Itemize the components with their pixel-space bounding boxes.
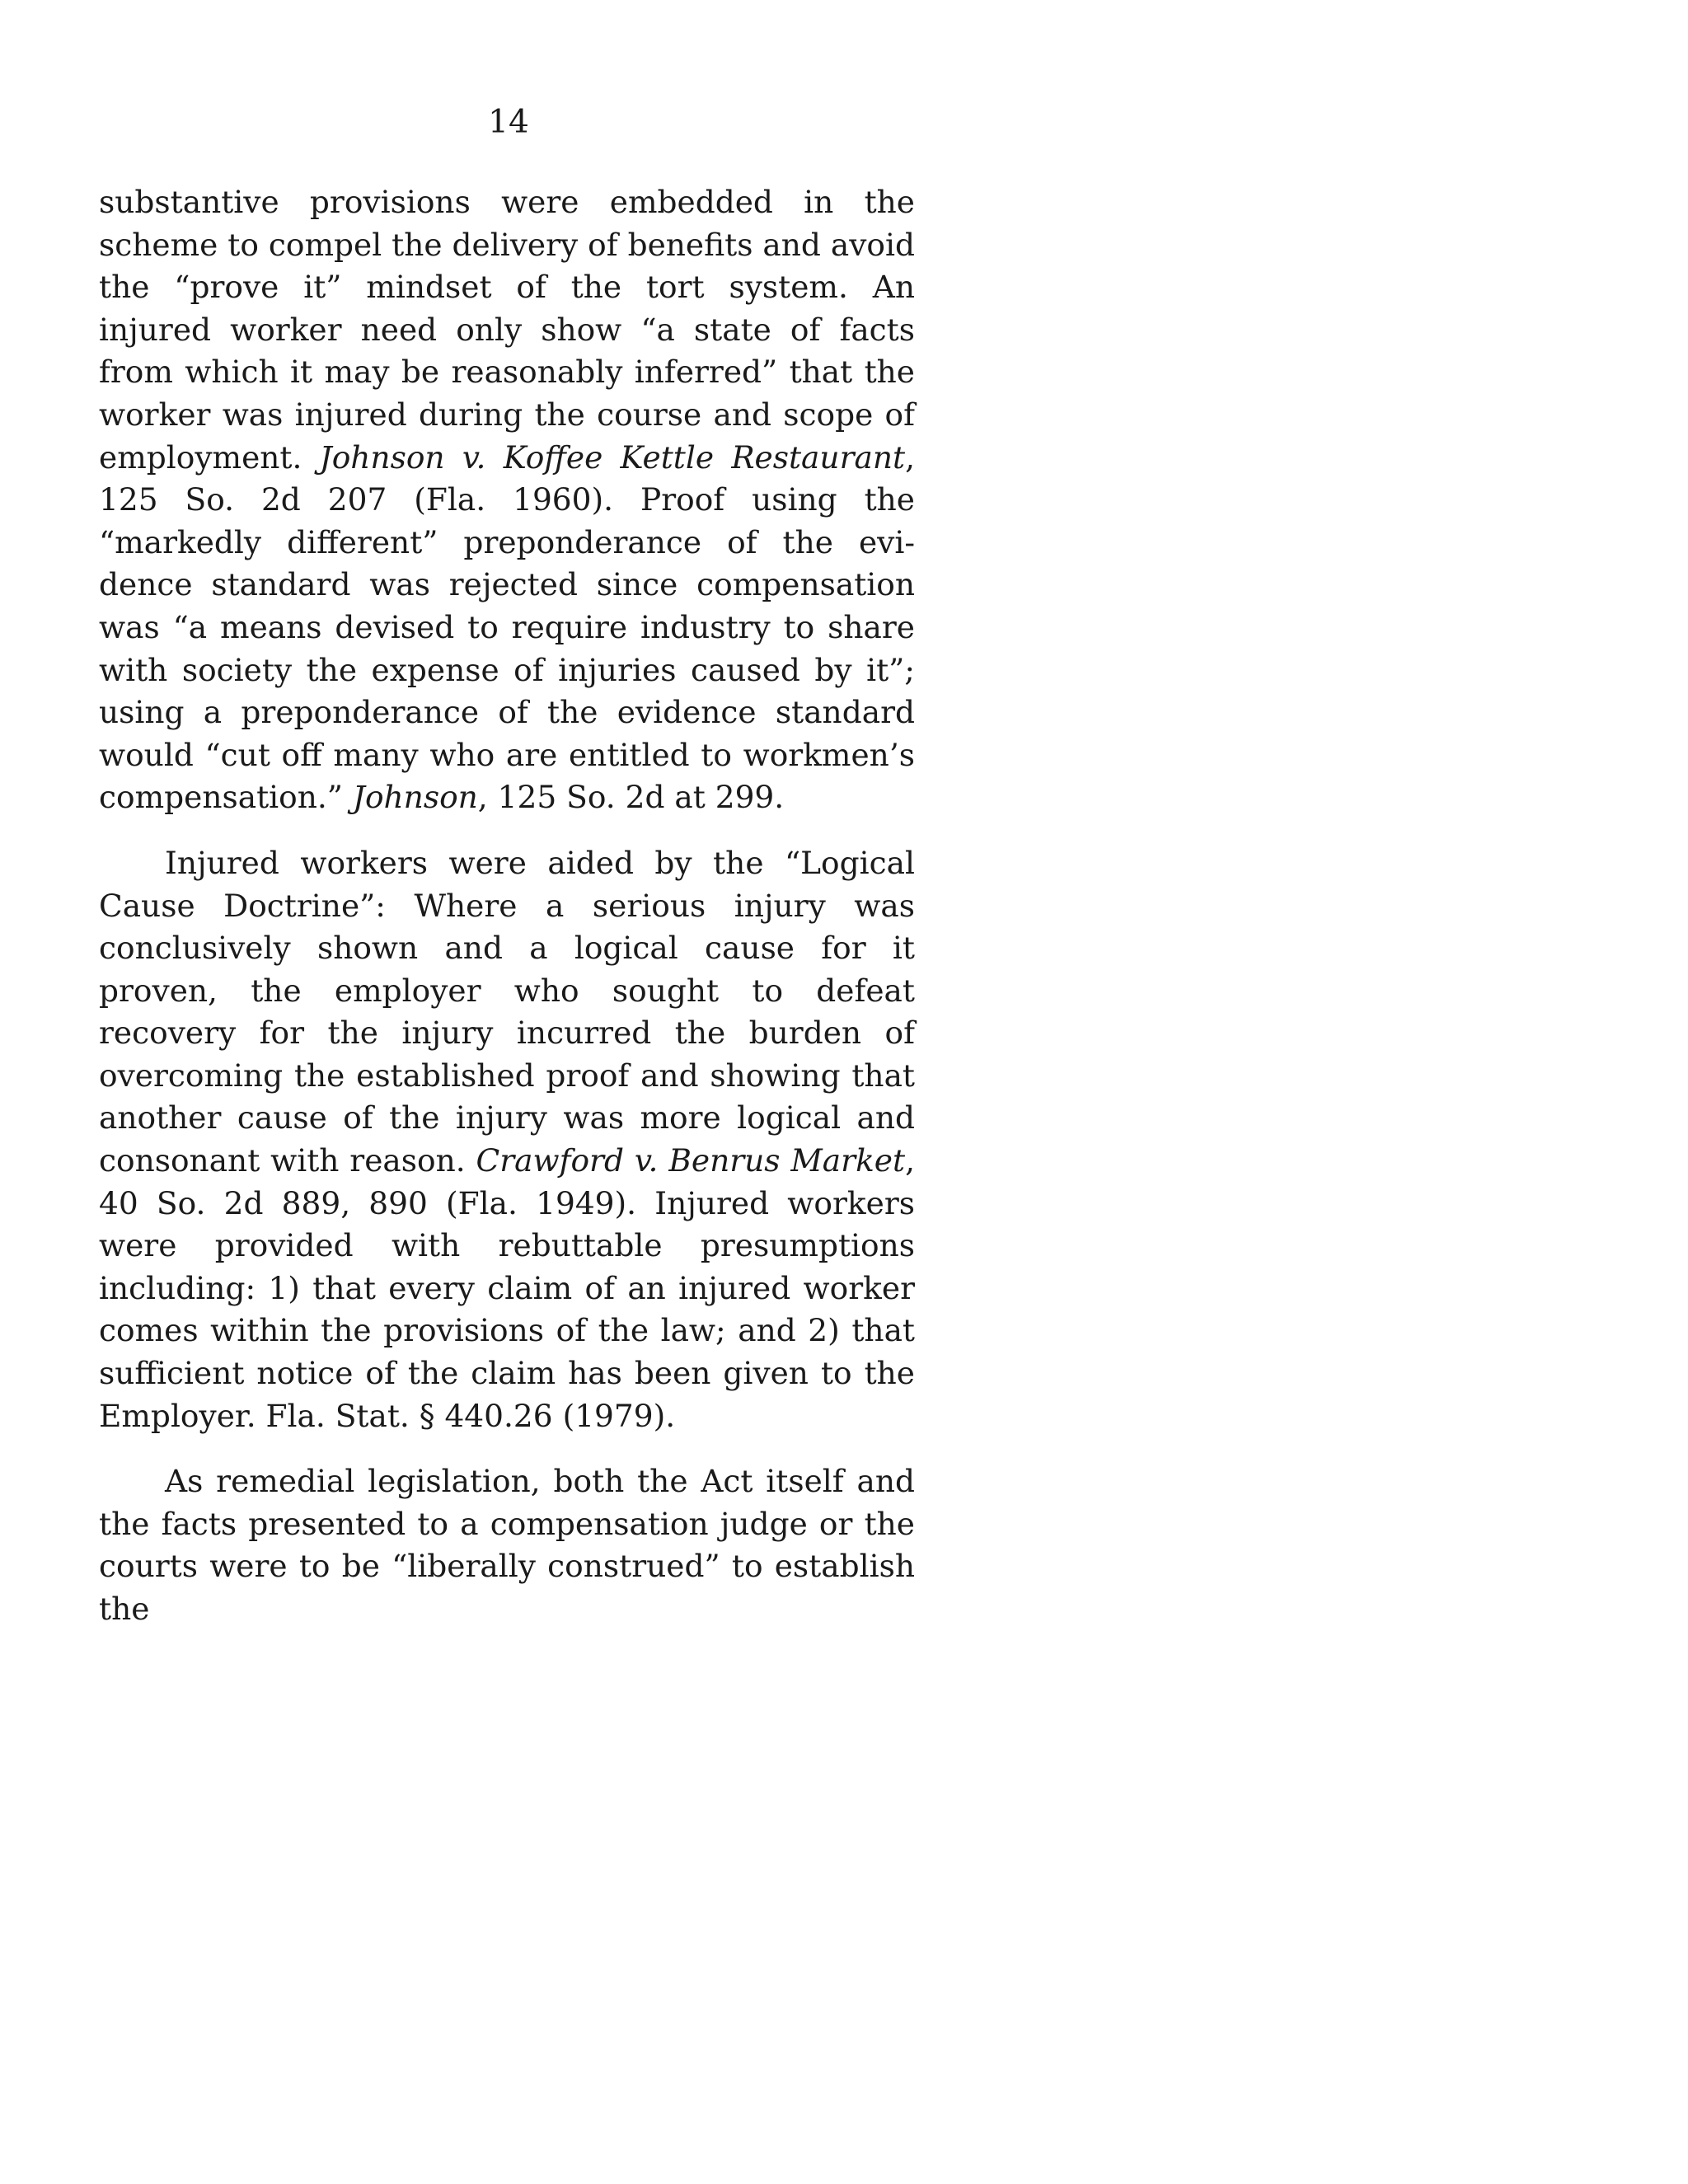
text-segment: , 125 So. 2d at 299. [477, 779, 785, 816]
paragraph-3 [99, 1460, 915, 1630]
paragraph-1 [99, 181, 915, 819]
page-number: 14 [488, 104, 529, 141]
text-segment: As remedial legislation, both the Act itself and the facts presented to a compensation judge or the courts were to be “liberally construed” to establish the [99, 1463, 915, 1627]
text-segment: substantive provisions were embedded in the scheme to compel the delivery of benefits and avoid the “prove it” mindset of the tort system. An injured worker need only show “a state of facts from which it may be reasonably inferred” that the worker was injured during the course and scope of employment. [99, 184, 915, 476]
case-citation-johnson-koffee: Johnson v. Koffee Kettle Restaurant [319, 438, 906, 476]
case-citation-crawford: Crawford v. Benrus Market [476, 1142, 906, 1179]
text-segment: , 40 So. 2d 889, 890 (Fla. 1949). Injured workers were provided with rebuttable presumptions including: 1) that every claim of an injured worker comes within the provisions of the law; and 2) that sufficient notice of the claim has been given to the Employer. Fla. Stat. § 440.26 (1979). [99, 1142, 915, 1434]
paragraph-2 [99, 842, 915, 1437]
text-segment: , 125 So. 2d 207 (Fla. 1960). Proof using the “markedly different” preponderance of the evidence standard was rejected since compensation was “a means devised to require industry to share with society the expense of injuries caused by it”; using a preponderance of the evidence standard would “cut off many who are entitled to workmen’s compensation.” [99, 438, 915, 816]
text-segment: Injured workers were aided by the “Logical Cause Doctrine”: Where a serious injury was conclusively shown and a logical cause for it proven, the employer who sought to defeat recovery for the injury incurred the burden of overcoming the established proof and showing that another cause of the injury was more logical and consonant with reason. [99, 844, 915, 1179]
body-text [99, 181, 915, 1654]
case-citation-johnson: Johnson [352, 779, 478, 816]
